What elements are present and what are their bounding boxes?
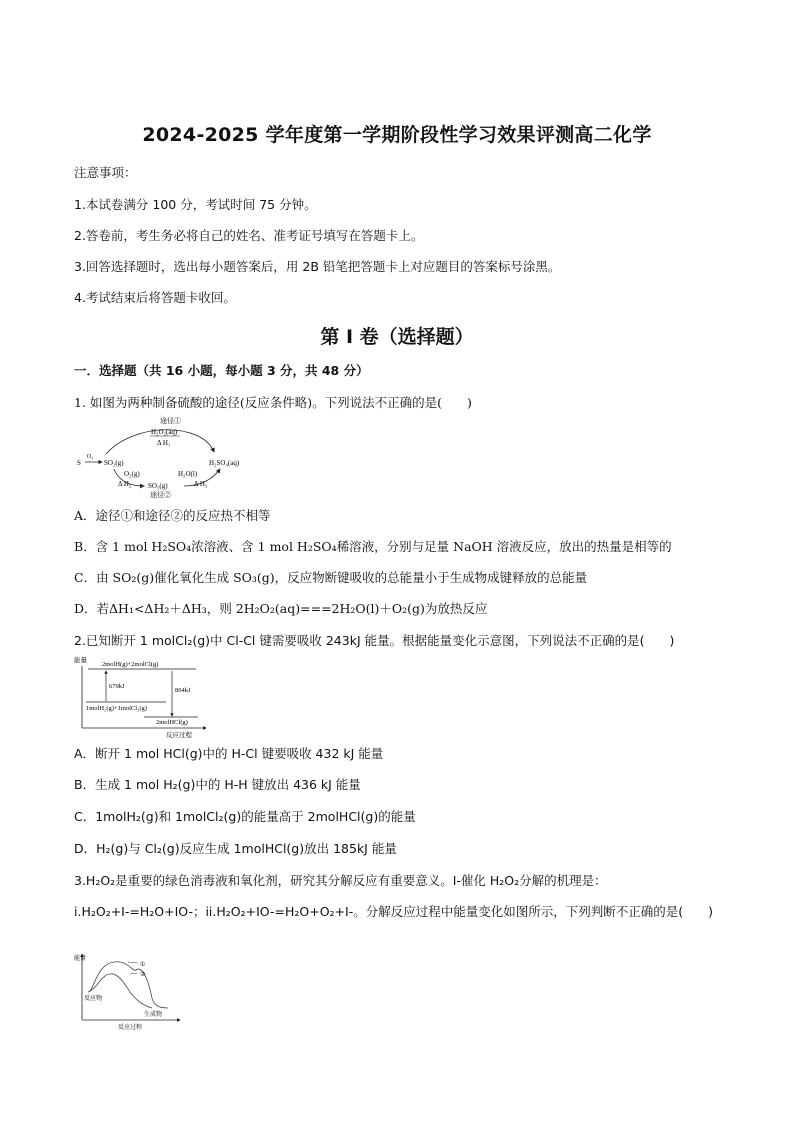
- question-1-diagram: [74, 414, 274, 502]
- diag1-dh2: Δ H₂: [118, 480, 132, 488]
- diag1-s: S: [77, 459, 81, 467]
- diag3-c1: ①: [140, 962, 146, 968]
- question-2-stem: 2.已知断开 1 molCl₂(g)中 Cl-Cl 键需要吸收 243kJ 能量。根据能量变化示意图，下列说法不正确的是( ): [74, 633, 675, 648]
- section-title: 第 I 卷（选择题）: [320, 326, 474, 348]
- diag3-leader-1: [128, 962, 138, 963]
- question-1-option-b: B．含 1 mol H₂SO₄浓溶液、含 1 mol H₂SO₄稀溶液，分别与足量 NaOH 溶液反应，放出的热量是相等的: [74, 539, 672, 554]
- note-item-3: 3.回答选择题时，选出每小题答案后，用 2B 铅笔把答题卡上对应题目的答案标号涂黑。: [74, 259, 561, 274]
- page-title: 2024-2025 学年度第一学期阶段性学习效果评测高二化学: [142, 124, 652, 146]
- note-item-1: 1.本试卷满分 100 分，考试时间 75 分钟。: [74, 197, 317, 212]
- diag1-o2g: O₂(g): [124, 470, 140, 478]
- diag1-route2: 途径②: [150, 491, 171, 499]
- diag1-h2o2: H₂O₂(aq): [151, 428, 178, 436]
- diag3-xlabel: 反应过程: [118, 1025, 143, 1031]
- question-2-option-d: D．H₂(g)与 Cl₂(g)反应生成 1molHCl(g)放出 185kJ 能量: [74, 841, 397, 856]
- diag3-reactant: 反应物: [84, 996, 103, 1002]
- diag3-product: 生成物: [144, 1012, 163, 1018]
- diag2-e2: 864kJ: [175, 687, 191, 694]
- question-1-option-c: C．由 SO₂(g)催化氧化生成 SO₃(g)，反应物断键吸收的总能量小于生成物成键释放的总能量: [74, 570, 588, 585]
- diag3-leader-2: [130, 973, 138, 974]
- question-3-stem-line1: 3.H₂O₂是重要的绿色消毒液和氧化剂，研究其分解反应有重要意义。I-催化 H₂O₂分解的机理是：: [74, 873, 607, 888]
- question-3-diagram: [72, 950, 184, 1032]
- diag2-e1: 679kJ: [109, 683, 125, 690]
- diag1-h2so4: H₂SO₄(aq): [209, 459, 240, 467]
- diag1-o2: O₂: [87, 454, 94, 460]
- diag2-ylabel: 能量: [74, 657, 87, 664]
- diag2-top-label: 2molH(g)+2molCl(g): [102, 661, 159, 668]
- question-2-option-a: A．断开 1 mol HCl(g)中的 H-Cl 键要吸收 432 kJ 能量: [74, 746, 384, 761]
- notes-heading: 注意事项：: [74, 165, 137, 180]
- question-3-stem-line2: i.H₂O₂+I-=H₂O+IO-；ii.H₂O₂+IO-=H₂O+O₂+I-。分解反应过程中能量变化如图所示，下列判断不正确的是( ): [74, 904, 713, 919]
- note-item-4: 4.考试结束后将答题卡收回。: [74, 290, 236, 305]
- diag2-xlabel: 反应过程: [166, 732, 192, 739]
- question-2-diagram: [74, 654, 214, 740]
- note-item-2: 2.答卷前，考生务必将自己的姓名、准考证号填写在答题卡上。: [74, 228, 424, 243]
- question-2-option-c: C．1molH₂(g)和 1molCl₂(g)的能量高于 2molHCl(g)的能量: [74, 809, 416, 824]
- diag2-bottom-label: 2molHCl(g): [156, 719, 188, 726]
- question-2-option-b: B．生成 1 mol H₂(g)中的 H-H 键放出 436 kJ 能量: [74, 777, 361, 792]
- diag3-ylabel: 能量: [74, 956, 87, 962]
- diag3-curve-2: [88, 974, 152, 1008]
- diag1-route1: 途径①: [160, 417, 181, 425]
- section-subheading: 一．选择题（共 16 小题，每小题 3 分，共 48 分）: [74, 363, 369, 378]
- diag1-dh3: Δ H₃: [194, 480, 208, 488]
- diag3-c2: ②: [140, 972, 146, 978]
- diag1-dh1: Δ H₁: [157, 439, 171, 447]
- question-1-option-a: A．途径①和途径②的反应热不相等: [74, 508, 271, 523]
- diag2-mid-label: 1molH₂(g)+1molCl₂(g): [86, 705, 147, 712]
- diag1-so2: SO₂(g): [104, 459, 124, 467]
- question-1-stem: 1. 如图为两种制备硫酸的途径(反应条件略)。下列说法不正确的是( ): [74, 395, 472, 410]
- question-1-option-d: D．若ΔH₁<ΔH₂＋ΔH₃，则 2H₂O₂(aq)===2H₂O(l)＋O₂(g)为放热反应: [74, 601, 488, 616]
- diag1-so3: SO₃(g): [148, 482, 168, 490]
- diag1-h2ol: H₂O(l): [178, 470, 198, 478]
